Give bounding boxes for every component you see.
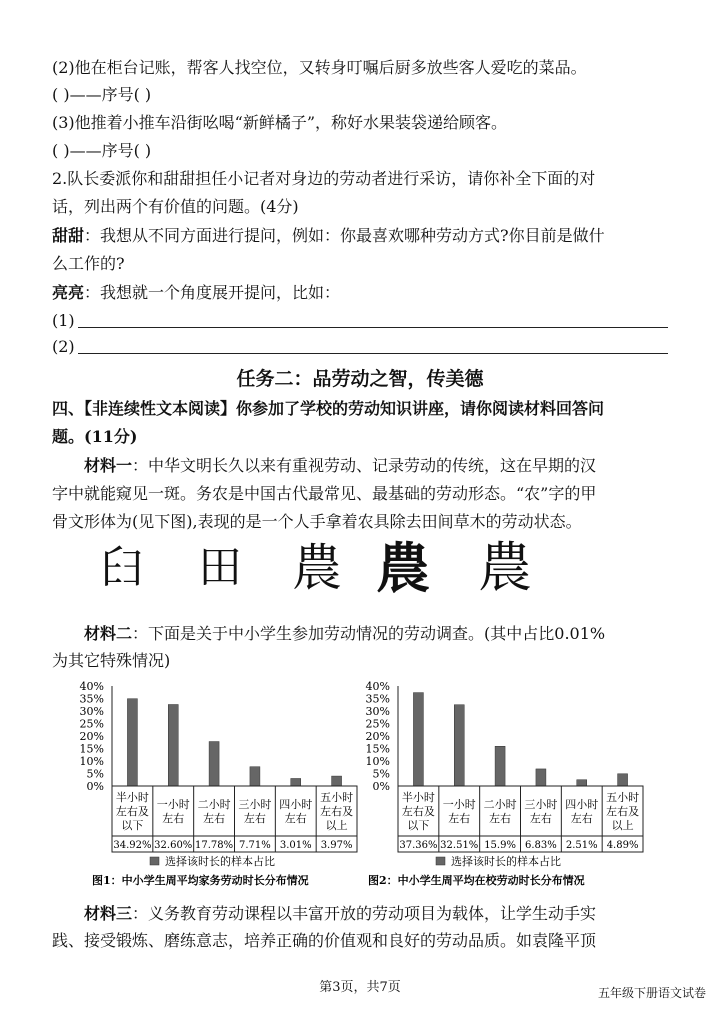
value-label: 15.9% xyxy=(484,840,516,851)
m1-line3: 骨文形体为(见下图),表现的是一个人手拿着农具除去田间草木的劳动状态。 xyxy=(52,512,582,531)
category-label: 三小时 xyxy=(238,798,272,811)
m1-label: 材料一 xyxy=(84,456,133,475)
y-tick-label: 15% xyxy=(79,742,104,756)
category-label: 左右及 xyxy=(115,805,149,818)
answer-line-2[interactable] xyxy=(78,353,668,354)
bar xyxy=(250,767,260,786)
category-label: 左右及 xyxy=(606,805,640,818)
m2-label: 材料二 xyxy=(84,624,133,643)
bar xyxy=(413,693,423,786)
m2-line2: 为其它特殊情况) xyxy=(52,651,171,670)
value-label: 32.51% xyxy=(440,840,479,851)
category-label: 四小时 xyxy=(565,798,599,811)
tiantian-line1 xyxy=(52,225,605,247)
speaker-tiantian: 甜甜 xyxy=(52,226,85,245)
chart-1 xyxy=(72,676,362,891)
bar xyxy=(127,699,137,786)
category-label: 三小时 xyxy=(524,798,558,811)
m1-text1: ：中华文明长久以来有重视劳动、记录劳动的传统，这在早期的汉 xyxy=(132,456,597,475)
glyph-regular: 農 xyxy=(478,536,532,599)
answer-line-1[interactable] xyxy=(78,327,668,328)
answer-label-1: (1) xyxy=(52,311,75,330)
category-label: 半小时 xyxy=(401,791,435,804)
bar xyxy=(495,746,505,786)
category-label: 以上 xyxy=(611,819,634,832)
chart-2 xyxy=(358,676,648,891)
chart-2-svg xyxy=(358,676,648,891)
task-title: 任务二：品劳动之智，传美德 xyxy=(236,368,484,390)
y-tick-label: 20% xyxy=(365,730,390,743)
category-label: 左右 xyxy=(448,812,471,825)
y-tick-label: 30% xyxy=(365,705,390,718)
value-label: 34.92% xyxy=(113,840,152,851)
m1-line2: 字中就能窥见一斑。务农是中国古代最常见、最基础的劳动形态。“农”字的甲 xyxy=(52,484,597,503)
answer-label-2: (2) xyxy=(52,337,75,356)
chart-title: 图2：中小学生周平均在校劳动时长分布情况 xyxy=(368,874,585,887)
y-tick-label: 10% xyxy=(79,755,104,768)
category-label: 二小时 xyxy=(483,798,517,811)
category-label: 一小时 xyxy=(156,798,190,811)
y-tick-label: 10% xyxy=(365,755,390,768)
legend-label: 选择该时长的样本占比 xyxy=(451,855,561,868)
category-label: 一小时 xyxy=(442,798,476,811)
category-label: 二小时 xyxy=(197,798,231,811)
m2-text1: ：下面是关于中小学生参加劳动情况的劳动调查。(其中占比0.01% xyxy=(132,624,606,643)
m3-line1 xyxy=(84,903,596,925)
value-label: 7.71% xyxy=(239,840,271,851)
m3-label: 材料三 xyxy=(84,904,133,923)
category-label: 左右 xyxy=(570,812,593,825)
page-number: 第3页，共7页 xyxy=(319,980,401,995)
y-tick-label: 30% xyxy=(79,705,104,718)
speaker-liangliang: 亮亮 xyxy=(52,283,85,302)
category-label: 五小时 xyxy=(320,791,354,804)
value-label: 17.78% xyxy=(195,840,234,851)
section4-line2: 题。(11分) xyxy=(52,427,138,446)
y-tick-label: 0% xyxy=(372,780,390,793)
y-tick-label: 15% xyxy=(365,742,390,756)
liangliang-text: ：我想就一个角度展开提问，比如： xyxy=(84,283,341,302)
chart-1-svg xyxy=(72,676,362,891)
y-tick-label: 40% xyxy=(79,680,104,693)
category-label: 左右 xyxy=(162,812,185,825)
bar xyxy=(618,774,628,786)
value-label: 3.01% xyxy=(279,840,312,851)
glyph-clerical: 農 xyxy=(376,536,430,600)
glyph-seal: 農 xyxy=(292,539,342,597)
liangliang-line xyxy=(52,282,340,304)
y-tick-label: 5% xyxy=(372,767,390,781)
category-label: 以下 xyxy=(121,819,144,832)
legend-label: 选择该时长的样本占比 xyxy=(165,855,275,868)
category-label: 左右 xyxy=(489,812,512,825)
y-tick-label: 40% xyxy=(365,680,390,693)
tiantian-text1: ：我想从不同方面进行提问，例如：你最喜欢哪种劳动方式?你目前是做什 xyxy=(84,226,605,245)
value-label: 37.36% xyxy=(399,840,438,851)
bar xyxy=(454,705,464,786)
y-tick-label: 5% xyxy=(86,767,104,781)
category-label: 五小时 xyxy=(606,791,640,804)
bar xyxy=(168,705,178,787)
m3-text1: ：义务教育劳动课程以丰富开放的劳动项目为载体，让学生动手实 xyxy=(132,904,597,923)
q2-text: (2)他在柜台记账，帮客人找空位，又转身叮嘱后厨多放些客人爱吃的菜品。 xyxy=(52,58,587,77)
value-label: 2.51% xyxy=(565,840,598,851)
category-label: 左右 xyxy=(529,812,552,825)
category-label: 左右 xyxy=(203,812,226,825)
section4-line1: 四、【非连续性文本阅读】你参加了学校的劳动知识讲座，请你阅读材料回答问 xyxy=(52,399,605,418)
q2-blank: ( )——序号( ) xyxy=(52,85,152,104)
glyph-oracle-1: 𦥑 xyxy=(100,542,144,593)
p2-line1: 2.队长委派你和甜甜担任小记者对身边的劳动者进行采访，请你补全下面的对 xyxy=(52,169,596,188)
q3-text: (3)他推着小推车沿街吆喝“新鲜橘子”，称好水果装袋递给顾客。 xyxy=(52,113,508,132)
chart-title: 图1：中小学生周平均家务劳动时长分布情况 xyxy=(92,874,309,887)
bar xyxy=(332,776,342,786)
category-label: 半小时 xyxy=(115,791,149,804)
glyph-oracle-2: 田 xyxy=(198,542,242,593)
y-tick-label: 35% xyxy=(365,692,390,706)
bar xyxy=(209,742,219,786)
m1-line1 xyxy=(84,455,596,477)
y-tick-label: 20% xyxy=(79,730,104,743)
value-label: 32.60% xyxy=(154,840,193,851)
m2-line1 xyxy=(84,623,605,645)
value-label: 3.97% xyxy=(320,840,353,851)
y-tick-label: 25% xyxy=(365,717,390,731)
bar xyxy=(577,780,587,786)
tiantian-line2: 么工作的? xyxy=(52,254,125,273)
bar xyxy=(291,778,301,786)
value-label: 4.89% xyxy=(606,840,639,851)
exam-name: 五年级下册语文试卷 xyxy=(597,986,706,1000)
y-tick-label: 0% xyxy=(86,780,104,793)
value-label: 6.83% xyxy=(525,840,557,851)
category-label: 左右 xyxy=(284,812,307,825)
category-label: 以上 xyxy=(325,819,348,832)
legend-swatch xyxy=(436,857,445,865)
bar xyxy=(536,769,546,786)
y-tick-label: 25% xyxy=(79,717,104,731)
legend-swatch xyxy=(150,857,159,865)
category-label: 左右及 xyxy=(401,805,435,818)
category-label: 左右及 xyxy=(320,805,354,818)
y-tick-label: 35% xyxy=(79,692,104,706)
category-label: 以下 xyxy=(407,819,430,832)
q3-blank: ( )——序号( ) xyxy=(52,141,152,160)
category-label: 四小时 xyxy=(279,798,313,811)
p2-line2: 话，列出两个有价值的问题。(4分) xyxy=(52,197,299,216)
m3-line2: 践、接受锻炼、磨练意志，培养正确的价值观和良好的劳动品质。如袁隆平顶 xyxy=(52,931,597,950)
category-label: 左右 xyxy=(243,812,266,825)
